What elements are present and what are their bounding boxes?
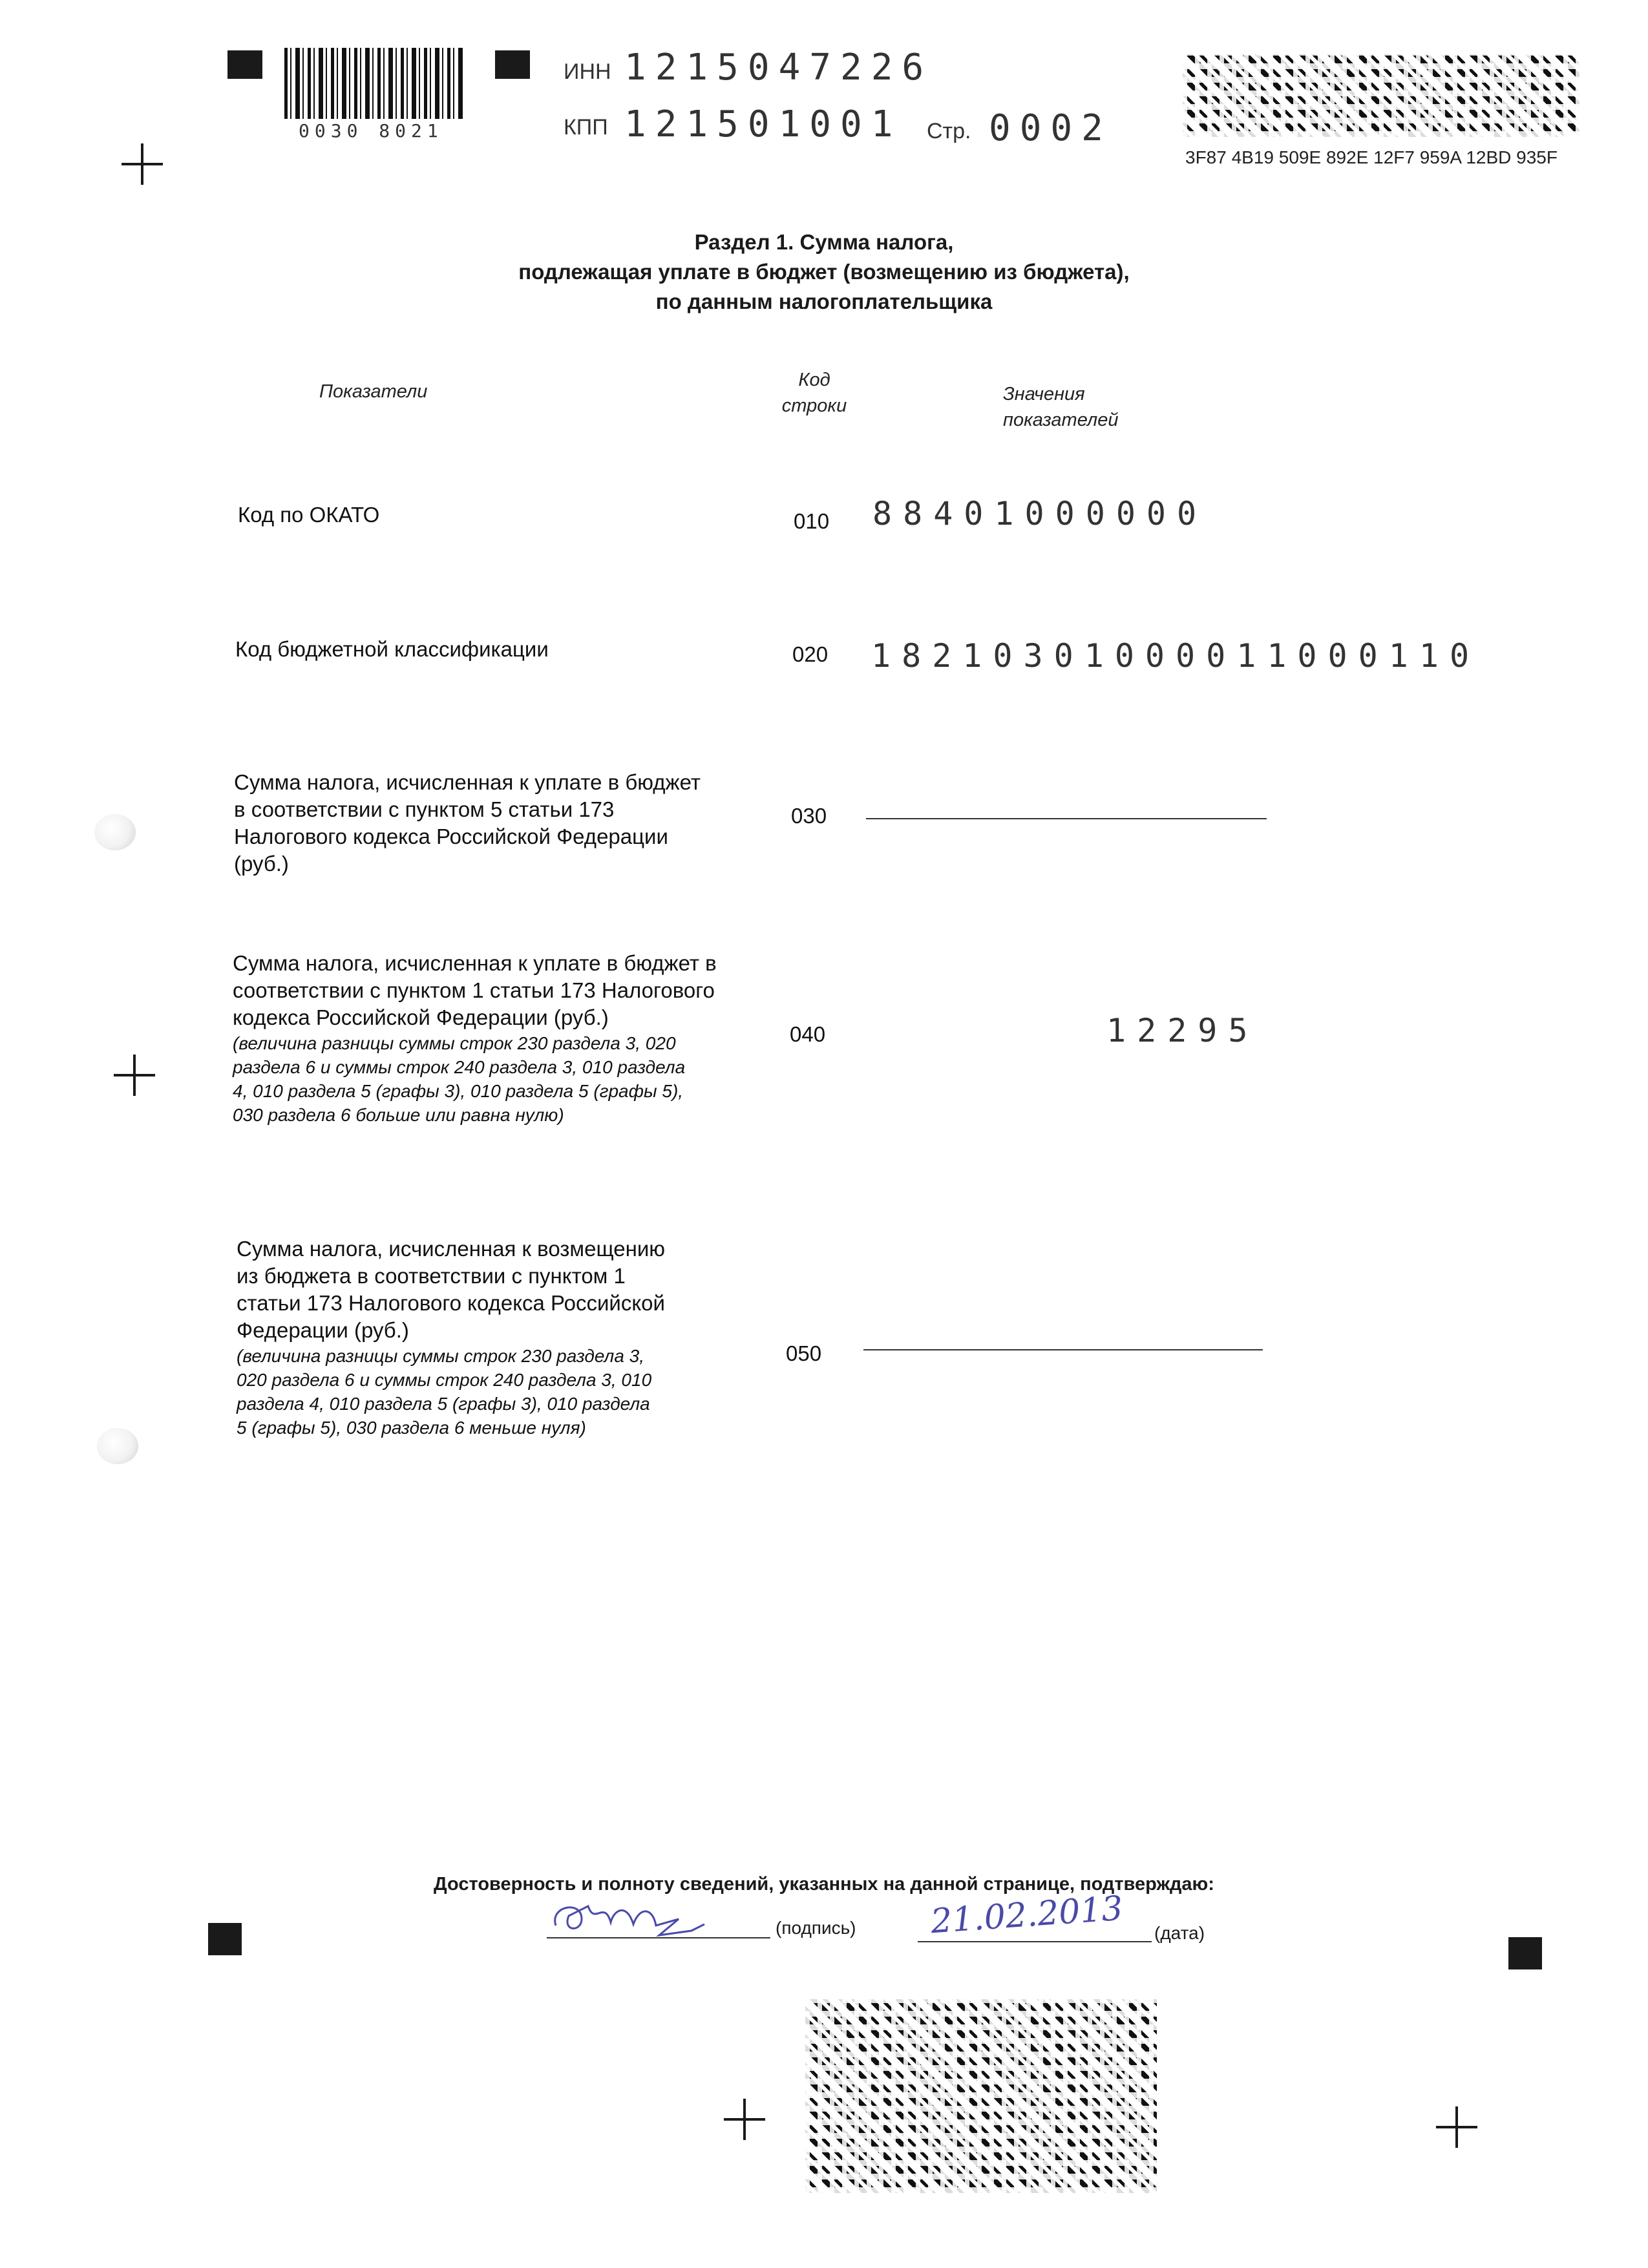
column-header-values-1: Значения (1003, 384, 1085, 404)
row-label-050-line: из бюджета в соответствии с пунктом 1 (237, 1264, 626, 1288)
bottom-two-d-barcode (805, 1999, 1157, 2193)
page-label: Стр. (927, 119, 971, 143)
registration-cross (724, 2099, 765, 2140)
row-label-030 (234, 769, 701, 877)
row-note-040-line: раздела 6 и суммы строк 240 раздела 3, 010 раздела (233, 1057, 686, 1077)
row-label-050-line: статьи 173 Налогового кодекса Российской (237, 1291, 665, 1315)
registration-cross (121, 143, 163, 185)
column-header-line-code (763, 367, 866, 419)
signature (543, 1887, 724, 1951)
row-note-040-line: 4, 010 раздела 5 (графы 3), 010 раздела 5 (графы 5), (233, 1081, 684, 1101)
title-line-3: по данным налогоплательщика (655, 289, 993, 313)
row-note-040-line: (величина разницы суммы строк 230 раздела 3, 020 (233, 1033, 676, 1053)
row-code-020: 020 (792, 642, 829, 666)
row-label-040-line: кодекса Российской Федерации (руб.) (233, 1005, 609, 1029)
value-050-empty-line[interactable] (863, 1349, 1263, 1350)
column-header-line-code-2: строки (781, 395, 847, 416)
row-label-kbk: Код бюджетной классификации (235, 637, 549, 661)
row-label-050-line: Федерации (руб.) (237, 1318, 409, 1342)
kpp-value: 121501001 (624, 103, 902, 145)
kpp-label: КПП (564, 115, 608, 140)
row-code-030: 030 (791, 804, 827, 828)
row-label-030-line: (руб.) (234, 852, 289, 876)
page-value: 0002 (989, 107, 1112, 149)
row-note-050-line: 5 (графы 5), 030 раздела 6 меньше нуля) (237, 1418, 586, 1438)
row-code-010: 010 (794, 509, 830, 533)
value-040-field[interactable]: 12295 (1106, 1012, 1259, 1049)
column-header-values (1003, 381, 1119, 433)
row-label-050-line: Сумма налога, исчисленная к возмещению (237, 1237, 666, 1261)
corner-marker-bottom-left (208, 1923, 242, 1955)
signature-label: (подпись) (776, 1918, 856, 1938)
column-header-indicators: Показатели (319, 381, 428, 402)
column-header-values-2: показателей (1003, 410, 1119, 430)
okato-value-field[interactable]: 88401000000 (872, 495, 1208, 532)
date-label: (дата) (1154, 1923, 1205, 1943)
registration-cross (1436, 2106, 1477, 2148)
linear-barcode (284, 48, 463, 119)
row-label-030-line: в соответствии с пунктом 5 статьи 173 (234, 797, 615, 821)
title-line-2: подлежащая уплате в бюджет (возмещению из бюджета), (518, 260, 1130, 284)
punch-hole (94, 814, 136, 850)
row-label-040-line: Сумма налога, исчисленная к уплате в бюджет в (233, 951, 717, 975)
row-label-040 (233, 950, 717, 1127)
two-d-barcode (1183, 54, 1579, 137)
barcode-number: 0030 8021 (299, 120, 443, 142)
row-label-030-line: Налогового кодекса Российской Федерации (234, 824, 668, 848)
value-030-empty-line[interactable] (866, 818, 1267, 819)
row-label-okato: Код по ОКАТО (238, 503, 380, 527)
title-line-1: Раздел 1. Сумма налога, (694, 230, 954, 254)
row-note-050-line: раздела 4, 010 раздела 5 (графы 3), 010 раздела (237, 1394, 650, 1414)
date-value: 21.02.2013 (929, 1889, 1125, 1942)
kbk-value-field[interactable]: 18210301000011000110 (871, 637, 1481, 675)
signature-line[interactable] (547, 1937, 770, 1938)
row-label-030-line: Сумма налога, исчисленная к уплате в бюджет (234, 770, 701, 794)
confirmation-text: Достоверность и полноту сведений, указанных на данной странице, подтверждаю: (434, 1874, 1214, 1895)
hash-code: 3F87 4B19 509E 892E 12F7 959A 12BD 935F (1185, 147, 1558, 167)
punch-hole (97, 1428, 138, 1464)
registration-cross (114, 1055, 155, 1096)
inn-value: 1215047226 (624, 47, 933, 89)
row-note-050-line: 020 раздела 6 и суммы строк 240 раздела 3, 010 (237, 1370, 652, 1390)
corner-marker-top-left-2 (495, 50, 530, 79)
date-line[interactable] (918, 1941, 1152, 1942)
row-code-050: 050 (786, 1341, 822, 1365)
inn-label: ИНН (564, 59, 611, 84)
column-header-line-code-1: Код (798, 370, 830, 390)
row-note-040-line: 030 раздела 6 больше или равна нулю) (233, 1105, 564, 1125)
row-label-050 (237, 1235, 665, 1440)
corner-marker-bottom-right (1508, 1937, 1542, 1969)
row-note-050-line: (величина разницы суммы строк 230 раздела 3, (237, 1346, 645, 1366)
corner-marker-top-left-1 (227, 50, 262, 79)
row-code-040: 040 (790, 1022, 826, 1046)
row-label-040-line: соответствии с пунктом 1 статьи 173 Налогового (233, 978, 715, 1002)
